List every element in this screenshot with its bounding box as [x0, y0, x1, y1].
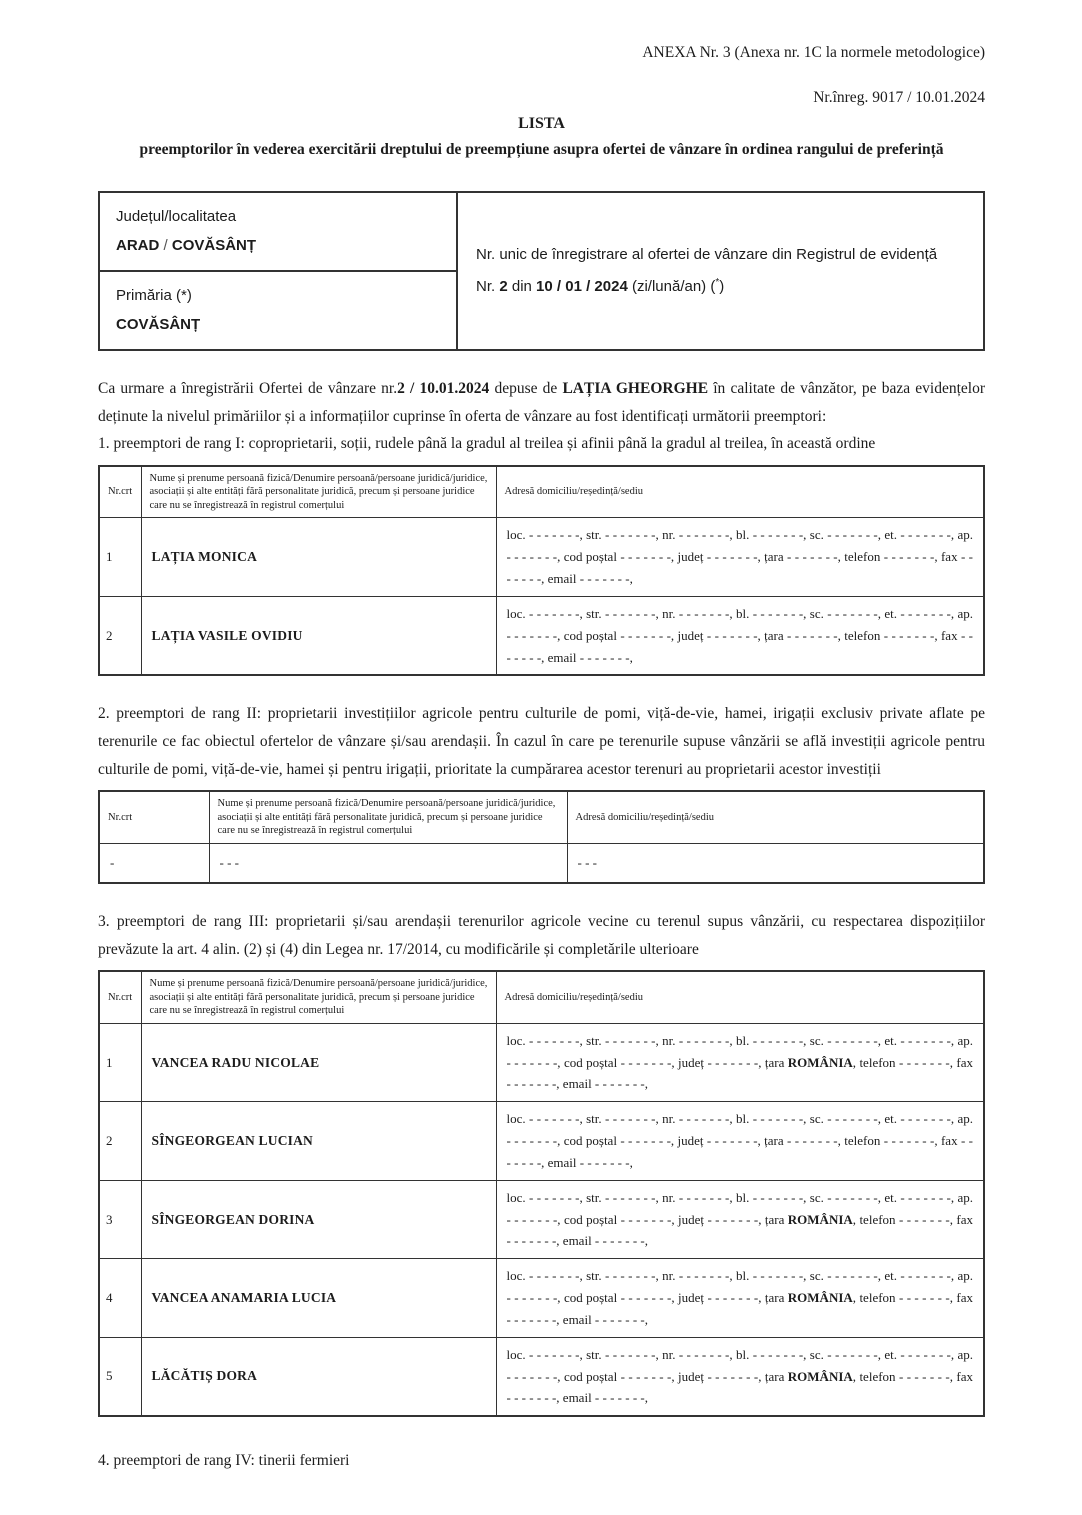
- reg-close: ): [719, 278, 725, 296]
- address-text: loc. - - - - - - -, str. - - - - - - -, nr. - - - - - - -, bl. - - - - - - -, sc. - - - - - - -, et. - - - - - - -, ap. - - - - - - -, cod poștal - - - - - - -, județ - - - - - - -, țara: [506, 1268, 973, 1306]
- row-number-cell: 5: [99, 1337, 141, 1416]
- table-row: [99, 1102, 984, 1180]
- address-cell: [496, 1023, 984, 1101]
- annex-heading: ANEXA Nr. 3 (Anexa nr. 1C la normele metodologice): [642, 44, 985, 61]
- row-number-cell: 1: [99, 1023, 141, 1101]
- address-text: loc. - - - - - - -, str. - - - - - - -, nr. - - - - - - -, bl. - - - - - - -, sc. - - - - - - -, et. - - - - - - -, ap. - - - - - - -, cod poștal - - - - - - -, județ - - - - - - -, țara: [506, 1189, 973, 1227]
- address-text: loc. - - - - - - -, str. - - - - - - -, nr. - - - - - - -, bl. - - - - - - -, sc. - - - - - - -, et. - - - - - - -, ap. - - - - - - -, cod poștal - - - - - - -, județ - - - - - - -, țara - - - - - - -, telefon - - - - - - -, fax - - - - - - -, email - - - - - - -,: [506, 1111, 973, 1170]
- country-name: ROMÂNIA: [787, 1368, 853, 1384]
- name-cell: VANCEA RADU NICOLAE: [141, 1023, 496, 1101]
- address-text: loc. - - - - - - -, str. - - - - - - -, nr. - - - - - - -, bl. - - - - - - -, sc. - - - - - - -, et. - - - - - - -, ap. - - - - - - -, cod poștal - - - - - - -, județ - - - - - - -, țara - - - - - - -, telefon - - - - - - -, fax - - - - - - -, email - - - - - - -,: [506, 527, 973, 587]
- table-row: [99, 192, 984, 271]
- offer-info-table: [98, 191, 985, 351]
- page-title: LISTA: [518, 115, 565, 132]
- address-cell: [496, 1102, 984, 1180]
- asterisk-note: *: [715, 277, 720, 289]
- column-header-nr: Nr.crt: [99, 971, 141, 1023]
- table-row: [99, 1337, 984, 1416]
- reg-number: 2: [499, 278, 508, 296]
- row-number-cell: 3: [99, 1180, 141, 1258]
- address-text-post: , telefon - - - - - - -, fax - - - - - - -, email - - - - - - -,: [506, 1054, 973, 1092]
- rank3-table: [98, 970, 985, 1417]
- address-text: loc. - - - - - - -, str. - - - - - - -, nr. - - - - - - -, bl. - - - - - - -, sc. - - - - - - -, et. - - - - - - -, ap. - - - - - - -, cod poștal - - - - - - -, județ - - - - - - -, țara - - - - - - -, telefon - - - - - - -, fax - - - - - - -, email - - - - - - -,: [506, 605, 973, 665]
- row-number-cell: 2: [99, 1102, 141, 1180]
- registry-description: Nr. unic de înregistrare al ofertei de vânzare din Registrul de evidență: [476, 245, 938, 263]
- name-cell: LAȚIA MONICA: [141, 518, 496, 596]
- row-number-cell: -: [99, 843, 209, 883]
- table-header-row: [99, 791, 984, 843]
- table-row: [99, 596, 984, 675]
- column-header-address: Adresă domiciliu/reședință/sediu: [567, 791, 984, 843]
- county-cell: [99, 192, 457, 271]
- registry-number-line: [476, 271, 965, 303]
- rank4-section-title: 4. preemptori de rang IV: tinerii fermieri: [98, 1452, 350, 1470]
- row-number-cell: 2: [99, 596, 141, 675]
- rank3-section-title: 3. preemptori de rang III: proprietarii și/sau arendașii terenurilor agricole vecine cu terenul supus vânzării, cu respectarea dispozițiilor prevăzute la art. 4 alin. (2) și (4) din Legea nr. 17/2014, cu modificările și completările ulterioare: [98, 913, 985, 958]
- name-cell: SÎNGEORGEAN LUCIAN: [141, 1102, 496, 1180]
- address-text-post: , telefon - - - - - - -, fax - - - - - - -, email - - - - - - -,: [506, 1211, 973, 1249]
- address-cell: [496, 1180, 984, 1258]
- column-header-address: Adresă domiciliu/reședință/sediu: [496, 466, 984, 518]
- address-cell: [496, 518, 984, 596]
- rank2-section-title: 2. preemptori de rang II: proprietarii investițiilor agricole pentru culturile de pomi, viță-de-vie, hamei, irigații exclusiv private aflate pe terenurile ce fac obiectul ofertelor de vânzare și/sau arendașii. În cazul în care pe terenurile supuse vânzării se află investiții agricole pentru culturile de pomi, viță-de-vie, hamei și pentru irigații, prioritate la cumpărarea acestor terenuri au proprietarii acestor investiții: [98, 705, 985, 778]
- table-row: [99, 1023, 984, 1101]
- country-name: ROMÂNIA: [787, 1290, 853, 1306]
- rank1-section-title: 1. preemptori de rang I: coproprietarii, soții, rudele până la gradul al treilea și afinii până la gradul al treilea, în această ordine: [98, 435, 876, 453]
- address-cell: [496, 1337, 984, 1416]
- name-cell: LĂCĂTIȘ DORA: [141, 1337, 496, 1416]
- country-name: ROMÂNIA: [787, 1054, 853, 1070]
- row-number-cell: 4: [99, 1259, 141, 1337]
- reg-prefix: Nr.: [476, 278, 500, 296]
- column-header-nr: Nr.crt: [99, 466, 141, 518]
- intro-text-1: Ca urmare a înregistrării Ofertei de vânzare nr.: [98, 380, 398, 398]
- reg-din: din: [507, 278, 537, 296]
- address-text: loc. - - - - - - -, str. - - - - - - -, nr. - - - - - - -, bl. - - - - - - -, sc. - - - - - - -, et. - - - - - - -, ap. - - - - - - -, cod poștal - - - - - - -, județ - - - - - - -, țara: [506, 1346, 973, 1384]
- cityhall-cell: [99, 271, 457, 350]
- county-separator: /: [159, 236, 172, 254]
- row-number-cell: 1: [99, 518, 141, 596]
- table-row: [99, 1180, 984, 1258]
- address-cell: [496, 1259, 984, 1337]
- cityhall-label: Primăria (*): [116, 287, 192, 305]
- reg-suffix: (zi/lună/an) (: [627, 278, 716, 296]
- country-name: ROMÂNIA: [787, 1211, 853, 1227]
- name-cell: LAȚIA VASILE OVIDIU: [141, 596, 496, 675]
- rank2-table: [98, 790, 985, 884]
- reg-date: 10 / 01 / 2024: [536, 278, 628, 296]
- page-subtitle: preemptorilor în vederea exercitării dreptului de preempțiune asupra ofertei de vânzare în ordinea rangului de preferință: [139, 141, 944, 158]
- name-cell: SÎNGEORGEAN DORINA: [141, 1180, 496, 1258]
- column-header-name: Nume și prenume persoană fizică/Denumire persoană/persoane juridică/juridice, asociații și alte entități fără personalitate juridică, precum și persoane juridice care nu se înregistrează în registrul comerțului: [141, 466, 496, 518]
- address-text-post: , telefon - - - - - - -, fax - - - - - - -, email - - - - - - -,: [506, 1368, 973, 1406]
- county-name: ARAD: [116, 236, 160, 254]
- column-header-name: Nume și prenume persoană fizică/Denumire persoană/persoane juridică/juridice, asociații și alte entități fără personalitate juridică, precum și persoane juridice care nu se înregistrează în registrul comerțului: [209, 791, 567, 843]
- table-row: [99, 518, 984, 596]
- locality-name: COVĂSÂNȚ: [171, 236, 257, 254]
- address-text: loc. - - - - - - -, str. - - - - - - -, nr. - - - - - - -, bl. - - - - - - -, sc. - - - - - - -, et. - - - - - - -, ap. - - - - - - -, cod poștal - - - - - - -, județ - - - - - - -, țara: [506, 1032, 973, 1070]
- address-cell: - - -: [567, 843, 984, 883]
- column-header-name: Nume și prenume persoană fizică/Denumire persoană/persoane juridică/juridice, asociații și alte entități fără personalitate juridică, precum și persoane juridice care nu se înregistrează în registrul comerțului: [141, 971, 496, 1023]
- rank1-table: [98, 465, 985, 676]
- address-cell: [496, 596, 984, 675]
- name-cell: VANCEA ANAMARIA LUCIA: [141, 1259, 496, 1337]
- table-row: [99, 843, 984, 883]
- seller-name: LAȚIA GHEORGHE: [562, 380, 709, 398]
- intro-paragraph: [98, 375, 985, 430]
- county-value: [116, 232, 440, 261]
- registry-cell: [457, 192, 984, 350]
- intro-text-3: în calitate de vânzător, pe baza evidențelor deținute la nivelul primăriilor și a informațiilor cuprinse în oferta de vânzare au fost identificați următorii preemptori:: [98, 380, 986, 425]
- registration-number: Nr.înreg. 9017 / 10.01.2024: [813, 89, 985, 106]
- cityhall-value: COVĂSÂNȚ: [116, 315, 201, 333]
- intro-text-2: depuse de: [489, 380, 563, 398]
- table-row: [99, 1259, 984, 1337]
- table-header-row: [99, 466, 984, 518]
- offer-number: 2 / 10.01.2024: [397, 380, 490, 398]
- name-cell: - - -: [209, 843, 567, 883]
- column-header-address: Adresă domiciliu/reședință/sediu: [496, 971, 984, 1023]
- address-text-post: , telefon - - - - - - -, fax - - - - - - -, email - - - - - - -,: [506, 1290, 973, 1327]
- county-label: Județul/localitatea: [116, 208, 237, 226]
- table-header-row: [99, 971, 984, 1023]
- column-header-nr: Nr.crt: [99, 791, 209, 843]
